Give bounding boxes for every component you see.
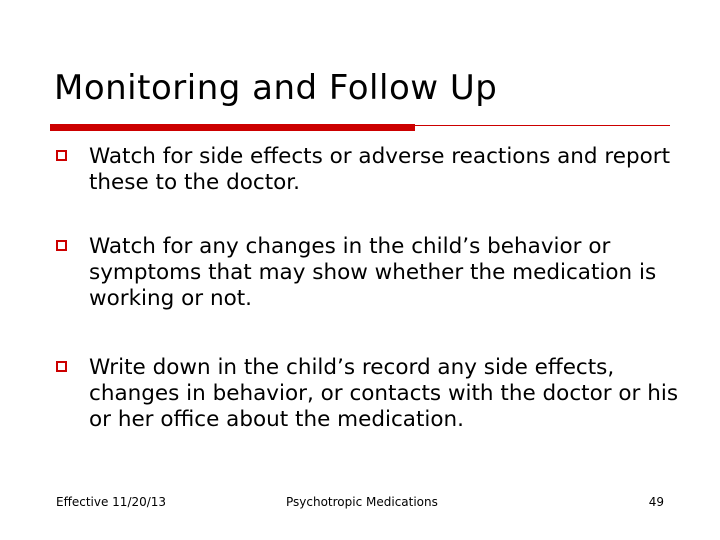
- bullet-text: Watch for any changes in the child’s behavior or symptoms that may show whether the medication is working or not.: [89, 234, 657, 311]
- hollow-square-bullet-icon: [56, 150, 67, 161]
- hollow-square-bullet-icon: [56, 361, 67, 372]
- bullet-text: Write down in the child’s record any side effects, changes in behavior, or contacts with the doctor or his or her office about the medication.: [89, 355, 679, 432]
- footer-topic: Psychotropic Medications: [286, 495, 438, 509]
- hollow-square-bullet-icon: [56, 240, 67, 251]
- title-underline-thin: [415, 125, 670, 126]
- footer-effective-date: Effective 11/20/13: [56, 495, 167, 509]
- slide-title: Monitoring and Follow Up: [54, 68, 498, 108]
- bullet-text: Watch for side effects or adverse reactions and report these to the doctor.: [89, 144, 671, 195]
- footer-page-number: 49: [648, 495, 664, 509]
- footer-divider: [50, 488, 670, 489]
- title-underline-thick: [50, 124, 415, 131]
